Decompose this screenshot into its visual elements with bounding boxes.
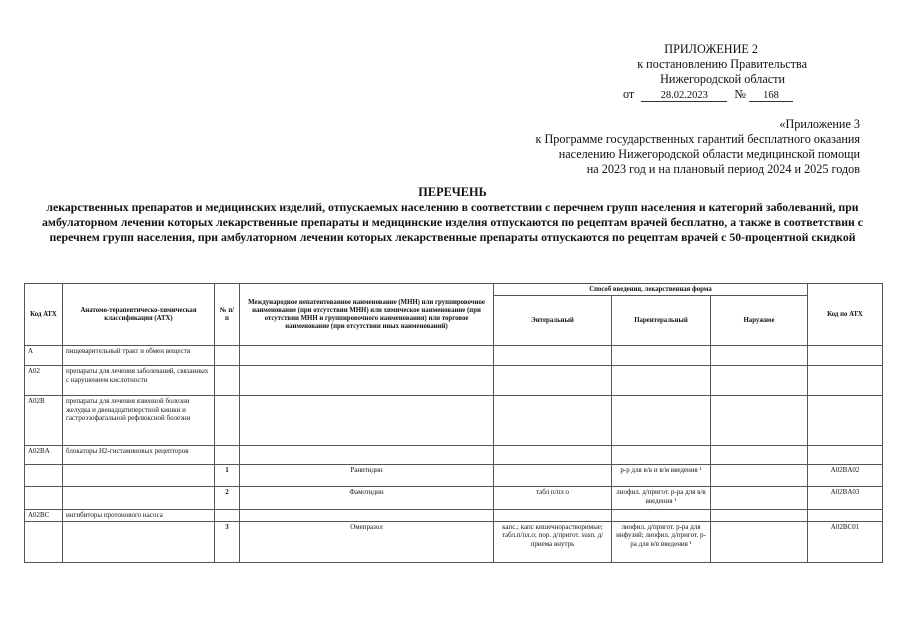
cell-code: A02BA bbox=[25, 446, 63, 465]
header-code: Код АТХ bbox=[25, 284, 63, 346]
table-row bbox=[25, 346, 883, 366]
drug-list-table bbox=[24, 283, 883, 563]
cell-external bbox=[711, 465, 808, 487]
decree-number: 168 bbox=[749, 90, 793, 102]
cell-inn bbox=[240, 396, 494, 446]
cell-enteral bbox=[494, 396, 612, 446]
cell-atc: A02BC01 bbox=[808, 521, 883, 562]
title-line1: лекарственных препаратов и медицинских изделий, отпускаемых населению в соответствии с перечнем групп населения и категорий заболеваний, при bbox=[46, 200, 859, 214]
appendix3-line1: «Приложение 3 bbox=[779, 117, 860, 131]
appendix2-date-line bbox=[0, 87, 905, 102]
header-parenteral: Парентеральный bbox=[612, 296, 711, 346]
table-row bbox=[25, 487, 883, 510]
cell-enteral bbox=[494, 366, 612, 396]
cell-num bbox=[215, 346, 240, 366]
cell-num bbox=[215, 366, 240, 396]
cell-code bbox=[25, 465, 63, 487]
from-prefix: от bbox=[622, 87, 635, 101]
cell-class: блокаторы H2-гистаминовых рецепторов bbox=[63, 446, 215, 465]
appendix3-block bbox=[535, 117, 860, 177]
table-row bbox=[25, 521, 883, 562]
cell-inn bbox=[240, 366, 494, 396]
cell-class: пищеварительный тракт и обмен веществ bbox=[63, 346, 215, 366]
decree-date: 28.02.2023 bbox=[641, 90, 727, 102]
appendix2-line2: к постановлению Правительства bbox=[637, 57, 807, 71]
cell-external bbox=[711, 487, 808, 510]
header-inn: Международное непатентованное наименование (МНН) или группировочное наименование (при отсутствии МНН) или химическое наименование (при отсутствии МНН и группировочного наименования) или торговое наименование (при отсутствии иных наименований) bbox=[240, 284, 494, 346]
cell-code: A bbox=[25, 346, 63, 366]
cell-external bbox=[711, 396, 808, 446]
cell-atc bbox=[808, 510, 883, 522]
header-enteral: Энтеральный bbox=[494, 296, 612, 346]
cell-external bbox=[711, 346, 808, 366]
cell-parenteral bbox=[612, 396, 711, 446]
cell-inn: Омепразол bbox=[240, 521, 494, 562]
appendix2-line3: Нижегородской области bbox=[660, 72, 785, 86]
cell-parenteral bbox=[612, 446, 711, 465]
cell-inn bbox=[240, 346, 494, 366]
cell-enteral bbox=[494, 465, 612, 487]
appendix3-line2: к Программе государственных гарантий бесплатного оказания bbox=[535, 132, 860, 146]
cell-code bbox=[25, 521, 63, 562]
cell-atc: A02BA03 bbox=[808, 487, 883, 510]
cell-code: A02 bbox=[25, 366, 63, 396]
cell-atc bbox=[808, 346, 883, 366]
cell-code: A02B bbox=[25, 396, 63, 446]
cell-enteral: табл п/пл о bbox=[494, 487, 612, 510]
cell-atc bbox=[808, 446, 883, 465]
document-title bbox=[0, 185, 905, 245]
cell-external bbox=[711, 446, 808, 465]
title-line3: перечнем групп населения, при амбулаторном лечении которых лекарственные препараты отпускаются по рецептам врачей с 50-процентной скидкой bbox=[49, 230, 856, 244]
header-route: Способ введения, лекарственная форма bbox=[494, 284, 808, 296]
cell-num bbox=[215, 446, 240, 465]
cell-num: 1 bbox=[215, 465, 240, 487]
cell-atc: A02BA02 bbox=[808, 465, 883, 487]
cell-num: 2 bbox=[215, 487, 240, 510]
cell-class: ингибиторы протонового насоса bbox=[63, 510, 215, 522]
cell-inn bbox=[240, 510, 494, 522]
title-line2: амбулаторном лечении которых лекарственные препараты и медицинские изделия отпускаются по рецептам врачей бесплатно, а также в соответствии с bbox=[42, 215, 863, 229]
cell-code: A02BC bbox=[25, 510, 63, 522]
cell-class: препараты для лечения заболеваний, связанных с нарушением кислотности bbox=[63, 366, 215, 396]
cell-class bbox=[63, 465, 215, 487]
cell-class: препараты для лечения язвенной болезни желудка и двенадцатиперстной кишки и гастроэзофагальной рефлюксной болезни bbox=[63, 396, 215, 446]
cell-parenteral bbox=[612, 510, 711, 522]
appendix2-title: ПРИЛОЖЕНИЕ 2 bbox=[664, 42, 758, 56]
cell-code bbox=[25, 487, 63, 510]
cell-num: 3 bbox=[215, 521, 240, 562]
cell-external bbox=[711, 521, 808, 562]
table-row bbox=[25, 366, 883, 396]
table-row bbox=[25, 396, 883, 446]
cell-parenteral bbox=[612, 346, 711, 366]
header-atc-code: Код по АТХ bbox=[808, 284, 883, 346]
number-prefix: № bbox=[734, 87, 746, 101]
cell-inn bbox=[240, 446, 494, 465]
table-row bbox=[25, 510, 883, 522]
cell-class bbox=[63, 487, 215, 510]
cell-inn: Фамотидин bbox=[240, 487, 494, 510]
cell-enteral bbox=[494, 446, 612, 465]
cell-parenteral: р-р для в/в и в/м введения ¹ bbox=[612, 465, 711, 487]
cell-parenteral: лиофил. д/пригот. р-ра для в/в введения ¹ bbox=[612, 487, 711, 510]
cell-inn: Ранитидин bbox=[240, 465, 494, 487]
cell-enteral bbox=[494, 346, 612, 366]
appendix3-line4: на 2023 год и на плановый период 2024 и 2025 годов bbox=[586, 162, 860, 176]
header-number: № п/п bbox=[215, 284, 240, 346]
table-row bbox=[25, 446, 883, 465]
cell-parenteral: лиофил. д/пригот. р-ра для инфузий; лиофил. д/пригот. р-ра для в/в введения ¹ bbox=[612, 521, 711, 562]
header-classification: Анатомо-терапевтическо-химическая классификация (АТХ) bbox=[63, 284, 215, 346]
cell-atc bbox=[808, 366, 883, 396]
cell-enteral bbox=[494, 510, 612, 522]
title-heading: ПЕРЕЧЕНЬ bbox=[418, 185, 487, 199]
cell-enteral: капс.; капс кишечнорастворимые; табл.п/пл.о; пор. д/пригот. susп. д/приема внутрь bbox=[494, 521, 612, 562]
appendix3-line3: населению Нижегородской области медицинской помощи bbox=[558, 147, 860, 161]
cell-num bbox=[215, 510, 240, 522]
cell-external bbox=[711, 510, 808, 522]
cell-atc bbox=[808, 396, 883, 446]
table-row bbox=[25, 465, 883, 487]
header-external: Наружное bbox=[711, 296, 808, 346]
cell-class bbox=[63, 521, 215, 562]
cell-parenteral bbox=[612, 366, 711, 396]
cell-external bbox=[711, 366, 808, 396]
cell-num bbox=[215, 396, 240, 446]
appendix2-block bbox=[0, 42, 905, 102]
